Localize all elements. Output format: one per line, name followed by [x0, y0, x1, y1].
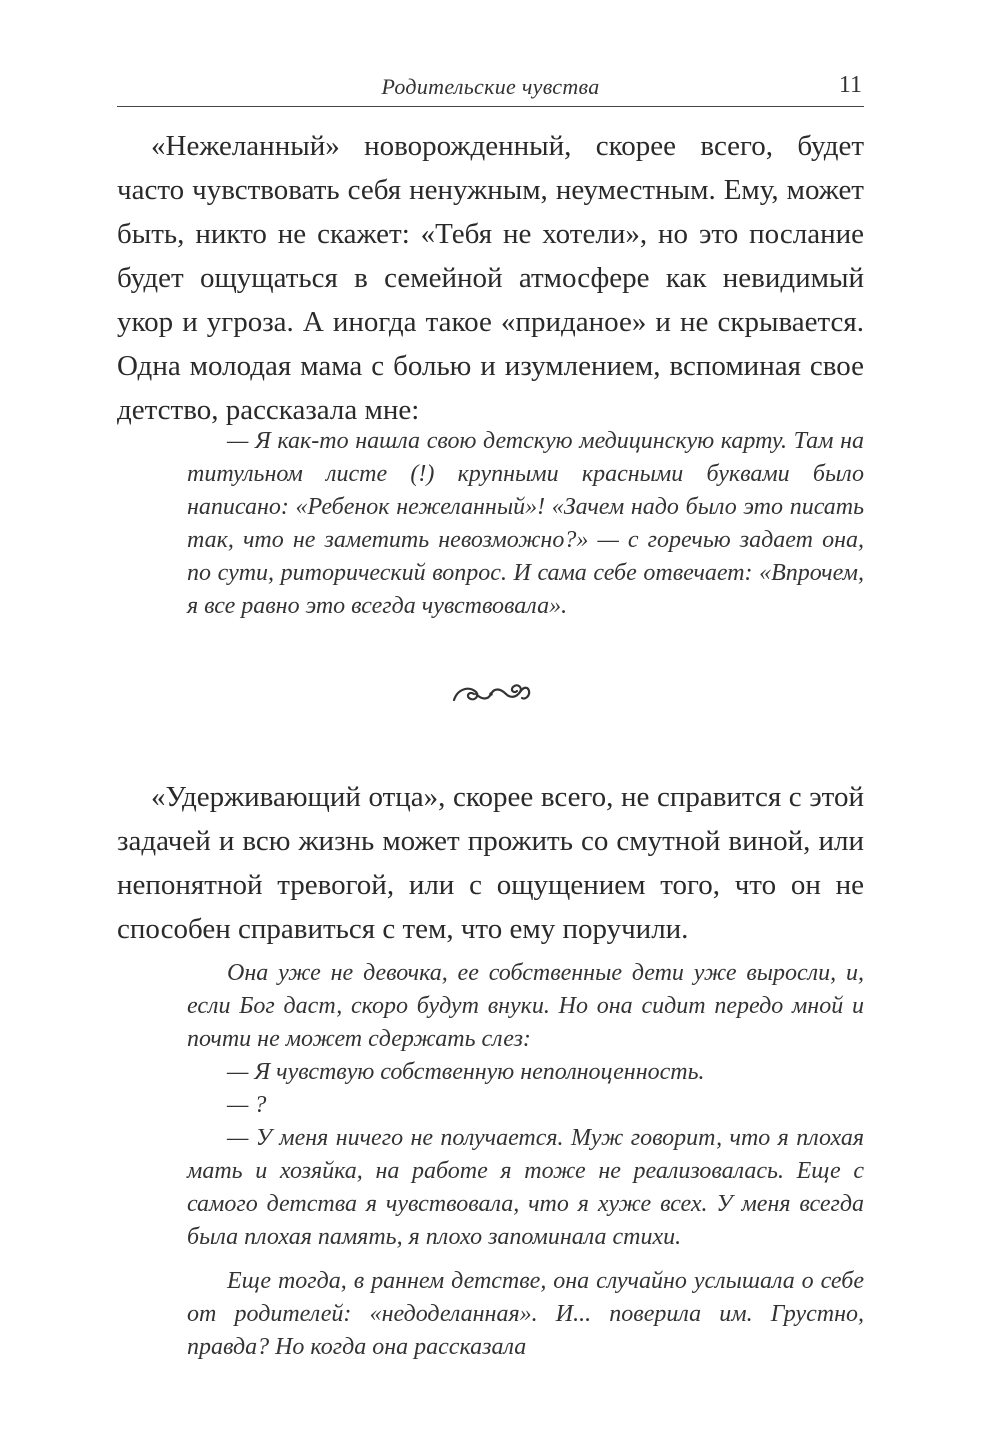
quote-2-line: — ?: [227, 1092, 267, 1118]
body-paragraph-2: «Удерживающий отца», скорее всего, не справится с этой задачей и всю жизнь может прожить со смутной виной, или непонятной тревогой, или с ощущением того, что он не способен справиться с тем, что ему поручили.: [117, 781, 864, 945]
quote-block-2: [187, 957, 864, 1364]
quote-2-line: — Я чувствую собственную неполноценность.: [227, 1059, 705, 1085]
quote-block-1: — Я как-то нашла свою детскую медицинскую карту. Там на титульном листе (!) крупными красными буквами было написано: «Ребенок нежеланный»! «Зачем надо было это писать так, что не заметить невозможно?» — с горечью задает она, по сути, риторический вопрос. И сама себе отвечает: «Впрочем, я все равно это всегда чувствовала».: [187, 428, 864, 619]
quote-2-line: Еще тогда, в раннем детстве, она случайно услышала о себе от родителей: «недоделанная». И... поверила им. Грустно, правда? Но когда она рассказала: [187, 1268, 864, 1360]
running-header: [117, 68, 864, 107]
quote-2-line: Она уже не девочка, ее собственные дети уже выросли, и, если Бог даст, скоро будут внуки. Но она сидит передо мной и почти не может сдержать слез:: [187, 960, 864, 1052]
fleuron-icon: [450, 678, 532, 708]
quote-2-line: — У меня ничего не получается. Муж говорит, что я плохая мать и хозяйка, на работе я тоже не реализовалась. Еще с самого детства я чувствовала, что я хуже всех. У меня всегда была плохая память, я плохо запоминала стихи.: [187, 1125, 864, 1250]
running-title: Родительские чувства: [381, 74, 600, 99]
page-number: 11: [838, 72, 862, 98]
body-paragraph-1: «Нежеланный» новорожденный, скорее всего, будет часто чувствовать себя ненужным, неуместным. Ему, может быть, никто не скажет: «Тебя не хотели», но это послание будет ощущаться в семейной атмосфере как невидимый укор и угроза. А иногда такое «приданое» и не скрывается. Одна молодая мама с болью и изумлением, вспоминая свое детство, рассказала мне:: [117, 130, 864, 426]
